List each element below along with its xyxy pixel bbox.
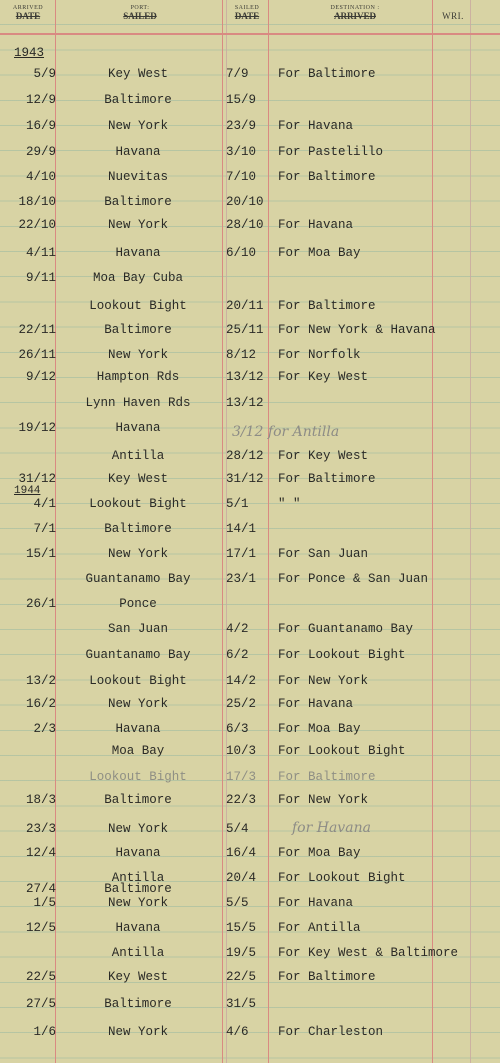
port-name: Nuevitas: [107, 170, 168, 184]
header-rule: [0, 33, 500, 35]
port-name: Havana: [115, 145, 161, 159]
sailed-date: 5/5: [226, 896, 249, 910]
header-sailed: [226, 4, 268, 20]
arrived-date: 23/3: [25, 822, 56, 836]
table-row: [0, 370, 500, 390]
arrived-date: 5/9: [33, 67, 56, 81]
sailed-date: 4/6: [226, 1025, 249, 1039]
port-name: New York: [107, 218, 168, 232]
destination: For Lookout Bight: [278, 871, 406, 885]
arrived-date: 13/2: [25, 674, 56, 688]
table-row: [0, 597, 500, 617]
port-name: Guantanamo Bay: [85, 572, 191, 586]
port-name: Antilla: [111, 449, 165, 463]
arrived-date: 16/9: [25, 119, 56, 133]
arrived-date: 26/1: [25, 597, 56, 611]
destination: For New York & Havana: [278, 323, 436, 337]
header-wri: WRI.: [442, 11, 464, 21]
table-row: [0, 846, 500, 866]
sailed-date: 31/5: [226, 997, 257, 1011]
port-name: Lookout Bight: [89, 770, 187, 784]
header-destination: [280, 4, 430, 20]
table-row: [0, 396, 500, 416]
arrived-date: 12/5: [25, 921, 56, 935]
destination: For Key West & Baltimore: [278, 946, 459, 960]
table-row: [0, 793, 500, 813]
destination: For Norfolk: [278, 348, 361, 362]
sailed-date: 6/2: [226, 648, 249, 662]
sailed-date: 23/1: [226, 572, 257, 586]
destination: For Havana: [278, 896, 354, 910]
port-name: Ponce: [119, 597, 157, 611]
table-row: [0, 93, 500, 113]
destination: For Pastelillo: [278, 145, 384, 159]
destination: For Lookout Bight: [278, 648, 406, 662]
header-sailed-date: DATE: [234, 11, 260, 21]
arrived-date: 2/3: [33, 722, 56, 736]
port-name: Key West: [107, 970, 168, 984]
header-destination-struck: ARRIVED: [333, 11, 376, 21]
header-port: [60, 4, 220, 20]
arrived-date: 9/11: [25, 271, 56, 285]
table-row: [0, 822, 500, 842]
table-row: [0, 921, 500, 941]
header-sailed-label: SAILED: [234, 5, 260, 11]
sailed-date: 22/3: [226, 793, 257, 807]
destination: For Baltimore: [278, 970, 376, 984]
table-row: [0, 246, 500, 266]
table-row: [0, 770, 500, 790]
port-name: Baltimore: [104, 997, 172, 1011]
port-name: Havana: [115, 921, 161, 935]
sailed-date: 14/2: [226, 674, 257, 688]
sailed-date: 8/12: [226, 348, 257, 362]
port-name: Lookout Bight: [89, 497, 187, 511]
arrived-date: 22/11: [18, 323, 56, 337]
pencil-note-havana: for Havana: [292, 820, 371, 836]
port-name: New York: [107, 896, 168, 910]
port-name: New York: [107, 348, 168, 362]
table-row: [0, 218, 500, 238]
table-row: [0, 271, 500, 291]
destination: For Havana: [278, 119, 354, 133]
table-row: [0, 572, 500, 592]
sailed-date: 7/9: [226, 67, 249, 81]
port-name: Hampton Rds: [96, 370, 180, 384]
sailed-date: 15/5: [226, 921, 257, 935]
sailed-date: 28/12: [226, 449, 264, 463]
port-name: Havana: [115, 722, 161, 736]
sailed-date: 25/11: [226, 323, 264, 337]
table-row: [0, 323, 500, 343]
arrived-date: 19/12: [18, 421, 56, 435]
table-row: [0, 1025, 500, 1045]
sailed-date: 15/9: [226, 93, 257, 107]
destination: For Havana: [278, 697, 354, 711]
arrived-date: 31/12: [18, 472, 56, 486]
table-row: [0, 648, 500, 668]
destination: For Key West: [278, 370, 369, 384]
sailed-date: 20/11: [226, 299, 264, 313]
year-1944: 1944: [14, 485, 41, 497]
sailed-date: 6/10: [226, 246, 257, 260]
port-name: Guantanamo Bay: [85, 648, 191, 662]
sailed-date: 5/1: [226, 497, 249, 511]
port-name: Baltimore: [104, 323, 172, 337]
table-row: [0, 145, 500, 165]
header-arrived-date: DATE: [15, 11, 41, 21]
header-arrived-label: ARRIVED: [12, 5, 44, 11]
arrived-date: 27/5: [25, 997, 56, 1011]
port-name: New York: [107, 822, 168, 836]
destination: For Key West: [278, 449, 369, 463]
port-name: New York: [107, 547, 168, 561]
arrived-date: 22/10: [18, 218, 56, 232]
arrived-date: 1/6: [33, 1025, 56, 1039]
port-name: San Juan: [107, 622, 168, 636]
table-row: [0, 697, 500, 717]
port-name: Lookout Bight: [89, 299, 187, 313]
sailed-date: 13/12: [226, 396, 264, 410]
table-row: [0, 170, 500, 190]
header-arrived: [2, 4, 54, 20]
table-row: [0, 896, 500, 916]
destination: For Baltimore: [278, 67, 376, 81]
port-name: Key West: [107, 67, 168, 81]
table-row: [0, 299, 500, 319]
arrived-date: 4/1: [33, 497, 56, 511]
table-row: [0, 67, 500, 87]
sailed-date: 20/10: [226, 195, 264, 209]
destination: For Baltimore: [278, 770, 376, 784]
sailed-date: 23/9: [226, 119, 257, 133]
port-name: New York: [107, 1025, 168, 1039]
arrived-date: 12/9: [25, 93, 56, 107]
sailed-date: 7/10: [226, 170, 257, 184]
table-row: [0, 722, 500, 742]
table-row: [0, 997, 500, 1017]
port-name: New York: [107, 119, 168, 133]
port-name: Baltimore: [104, 522, 172, 536]
table-row: [0, 472, 500, 492]
destination: For Charleston: [278, 1025, 384, 1039]
port-name: Havana: [115, 846, 161, 860]
destination: For Havana: [278, 218, 354, 232]
port-name: Lookout Bight: [89, 674, 187, 688]
arrived-date: 26/11: [18, 348, 56, 362]
header-destination-label: DESTINATION :: [330, 5, 380, 11]
table-row: [0, 421, 500, 441]
sailed-date: 10/3: [226, 744, 257, 758]
table-row: [0, 547, 500, 567]
sailed-date: 14/1: [226, 522, 257, 536]
destination: For Lookout Bight: [278, 744, 406, 758]
sailed-date: 25/2: [226, 697, 257, 711]
sailed-date: 6/3: [226, 722, 249, 736]
port-name: Havana: [115, 421, 161, 435]
header-port-struck: SAILED: [123, 11, 157, 21]
port-name: Baltimore: [104, 793, 172, 807]
port-name: Antilla: [111, 871, 165, 885]
sailed-date: 4/2: [226, 622, 249, 636]
port-name: Baltimore: [104, 195, 172, 209]
arrived-date: 1/5: [33, 896, 56, 910]
port-name: Moa Bay Cuba: [92, 271, 183, 285]
arrived-date: 12/4: [25, 846, 56, 860]
destination: " ": [278, 497, 301, 511]
port-name: Moa Bay: [111, 744, 165, 758]
table-row: [0, 622, 500, 642]
sailed-date: 17/3: [226, 770, 257, 784]
destination: For Antilla: [278, 921, 361, 935]
destination: For Moa Bay: [278, 246, 361, 260]
header-port-label: PORT:: [130, 5, 150, 11]
sailed-date: 3/10: [226, 145, 257, 159]
arrived-date: 22/5: [25, 970, 56, 984]
arrived-date: 4/10: [25, 170, 56, 184]
destination: For Baltimore: [278, 170, 376, 184]
sailed-date: 28/10: [226, 218, 264, 232]
sailed-date: 19/5: [226, 946, 257, 960]
arrived-date: 27/4: [25, 882, 56, 896]
arrived-date: 16/2: [25, 697, 56, 711]
port-name: Baltimore: [104, 93, 172, 107]
table-row: [0, 449, 500, 469]
table-row: [0, 970, 500, 990]
table-row: [0, 119, 500, 139]
destination: For Baltimore: [278, 299, 376, 313]
port-name: Key West: [107, 472, 168, 486]
port-name: New York: [107, 697, 168, 711]
sailed-date: 16/4: [226, 846, 257, 860]
table-row: [0, 195, 500, 215]
table-row: [0, 744, 500, 764]
sailed-date: 5/4: [226, 822, 249, 836]
arrived-date: 18/3: [25, 793, 56, 807]
table-row: [0, 497, 500, 517]
destination: For Baltimore: [278, 472, 376, 486]
port-name: Havana: [115, 246, 161, 260]
arrived-date: 9/12: [25, 370, 56, 384]
destination: For Ponce & San Juan: [278, 572, 429, 586]
year-1943: 1943: [14, 46, 45, 60]
arrived-date: 15/1: [25, 547, 56, 561]
sailed-date: 17/1: [226, 547, 257, 561]
sailed-date: 13/12: [226, 370, 264, 384]
table-row: [0, 674, 500, 694]
sailed-date: 31/12: [226, 472, 264, 486]
arrived-date: 4/11: [25, 246, 56, 260]
port-name: Lynn Haven Rds: [85, 396, 191, 410]
arrived-date: 7/1: [33, 522, 56, 536]
destination: For Guantanamo Bay: [278, 622, 414, 636]
sailed-date: 20/4: [226, 871, 257, 885]
table-row: [0, 348, 500, 368]
arrived-date: 29/9: [25, 145, 56, 159]
destination: For San Juan: [278, 547, 369, 561]
destination: For Moa Bay: [278, 846, 361, 860]
table-row: [0, 946, 500, 966]
destination: For Moa Bay: [278, 722, 361, 736]
destination: For New York: [278, 793, 369, 807]
sailed-date: 22/5: [226, 970, 257, 984]
port-name: Baltimore: [104, 882, 172, 896]
port-name: Antilla: [111, 946, 165, 960]
pencil-note-antilla: 3/12 for Antilla: [232, 424, 340, 440]
table-row: [0, 522, 500, 542]
destination: For New York: [278, 674, 369, 688]
arrived-date: 18/10: [18, 195, 56, 209]
